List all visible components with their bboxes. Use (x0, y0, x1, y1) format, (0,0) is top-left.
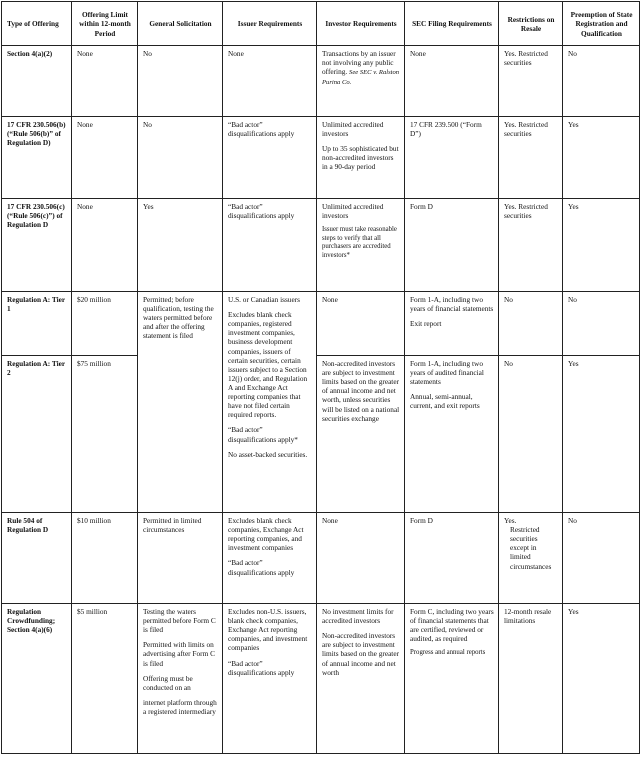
filing-text: Progress and annual reports (410, 649, 486, 657)
filing-cell (405, 356, 499, 513)
issuer-text: Excludes non-U.S. issuers, blank check companies, Exchange Act reporting companies, and investment companies (228, 607, 308, 653)
resale-cell: No (499, 356, 563, 513)
table-row (2, 117, 640, 199)
solicitation-cell: No (138, 117, 223, 199)
resale-cell: Yes. Restricted securities (499, 46, 563, 117)
table-row (2, 292, 640, 356)
issuer-text: “Bad actor” disqualifications apply (228, 658, 295, 677)
offering-limit-cell: None (72, 46, 138, 117)
investor-text: Up to 35 sophisticated but non-accredited investors in a 90-day period (322, 144, 399, 172)
table-row (2, 356, 640, 513)
filing-cell (405, 604, 499, 754)
issuer-cell: “Bad actor” disqualifications apply (223, 117, 317, 199)
issuer-cell: “Bad actor” disqualifications apply (223, 199, 317, 292)
resale-text: Restricted securities except in limited circumstances (510, 525, 552, 571)
offering-type-cell: Regulation Crowdfunding; Section 4(a)(6) (2, 604, 72, 754)
issuer-text: “Bad actor” disqualifications apply* (228, 425, 298, 444)
header-general-solicitation: General Solicitation (138, 2, 223, 46)
investor-text: No investment limits for accredited investors (322, 607, 394, 626)
investor-text: Unlimited accredited investors (322, 120, 384, 139)
preemption-cell: No (563, 46, 640, 117)
header-sec-filing-requirements: SEC Filing Requirements (405, 2, 499, 46)
preemption-cell: Yes (563, 199, 640, 292)
investor-cell (317, 604, 405, 754)
solicitation-text: Offering must be conducted on an (143, 673, 193, 692)
offering-limit-cell: $5 million (72, 604, 138, 754)
case-citation: See SEC v. Ralston Purina Co. (322, 69, 400, 87)
filing-cell (405, 292, 499, 356)
resale-cell: Yes. Restricted securities (499, 117, 563, 199)
issuer-text: “Bad actor” disqualifications apply (228, 558, 295, 577)
offering-limit-cell: None (72, 117, 138, 199)
table-row (2, 199, 640, 292)
issuer-text: No asset-backed securities. (228, 449, 308, 459)
offering-limit-cell: None (72, 199, 138, 292)
resale-cell: Yes. Restricted securities (499, 199, 563, 292)
preemption-cell: No (563, 292, 640, 356)
header-restrictions-on-resale: Restrictions on Resale (499, 2, 563, 46)
filing-cell: Form D (405, 199, 499, 292)
header-type-of-offering: Type of Offering (2, 2, 72, 46)
investor-cell (317, 117, 405, 199)
offering-type-cell: Rule 504 of Regulation D (2, 513, 72, 604)
preemption-cell: Yes (563, 604, 640, 754)
investor-cell (317, 46, 405, 117)
solicitation-cell: Permitted in limited circumstances (138, 513, 223, 604)
solicitation-cell: Yes (138, 199, 223, 292)
filing-text: Form C, including two years of financial statements that are certified, reviewed or audited, as required (410, 607, 494, 644)
offering-type-cell: Regulation A: Tier 2 (2, 356, 72, 513)
header-preemption: Preemption of State Registration and Qualification (563, 2, 640, 46)
issuer-cell (223, 513, 317, 604)
issuer-cell (223, 292, 317, 513)
offering-limit-cell: $10 million (72, 513, 138, 604)
filing-text: Annual, semi-annual, current, and exit reports (410, 392, 480, 411)
investor-cell: None (317, 292, 405, 356)
resale-cell (499, 513, 563, 604)
investor-text: Unlimited accredited investors (322, 202, 384, 221)
solicitation-cell (138, 604, 223, 754)
offering-limit-cell: $75 million (72, 356, 138, 513)
investor-text: Transactions by an issuer not involving any public offering. (322, 49, 396, 77)
resale-text: Yes. (504, 516, 517, 525)
solicitation-text: internet platform through a registered intermediary (143, 697, 217, 716)
filing-text: Form 1-A, including two years of financial statements (410, 295, 494, 314)
offering-type-cell: 17 CFR 230.506(b) (“Rule 506(b)” of Regulation D) (2, 117, 72, 199)
resale-cell: 12-month resale limitations (499, 604, 563, 754)
preemption-cell: Yes (563, 356, 640, 513)
solicitation-text: Permitted with limits on advertising after Form C is filed (143, 640, 215, 668)
preemption-cell: No (563, 513, 640, 604)
table-row (2, 513, 640, 604)
offering-type-cell: Regulation A: Tier 1 (2, 292, 72, 356)
filing-text: Exit report (410, 319, 442, 329)
table-row (2, 46, 640, 117)
offering-limit-cell: $20 million (72, 292, 138, 356)
issuer-text: Excludes blank check companies, Exchange Act reporting companies, and investment companies (228, 516, 304, 553)
preemption-cell: Yes (563, 117, 640, 199)
offering-comparison-table (1, 1, 640, 754)
filing-cell: 17 CFR 239.500 (“Form D”) (405, 117, 499, 199)
offering-type-cell: 17 CFR 230.506(c) (“Rule 506(c)”) of Regulation D (2, 199, 72, 292)
investor-text: Issuer must take reasonable steps to verify that all purchasers are accredited investors* (322, 226, 397, 259)
header-row (2, 2, 640, 46)
filing-cell: Form D (405, 513, 499, 604)
solicitation-cell: No (138, 46, 223, 117)
issuer-cell: None (223, 46, 317, 117)
header-investor-requirements: Investor Requirements (317, 2, 405, 46)
solicitation-text: Testing the waters permitted before Form C is filed (143, 607, 216, 635)
table-row (2, 604, 640, 754)
header-offering-limit: Offering Limit within 12-month Period (72, 2, 138, 46)
investor-cell (317, 199, 405, 292)
issuer-text: Excludes blank check companies, registered investment companies, business development companies, issuers of certain securities, certain issuers subject to a Section 12(j) order, and Regulation A and Exchange Act reporting companies that have not filed certain required reports. (228, 310, 308, 420)
header-issuer-requirements: Issuer Requirements (223, 2, 317, 46)
issuer-cell (223, 604, 317, 754)
issuer-text: U.S. or Canadian issuers (228, 295, 300, 304)
resale-cell: No (499, 292, 563, 356)
offering-type-cell: Section 4(a)(2) (2, 46, 72, 117)
solicitation-cell: Permitted; before qualification, testing the waters permitted before and after the offering statement is filed (138, 292, 223, 513)
investor-cell: None (317, 513, 405, 604)
investor-text: Non-accredited investors are subject to investment limits based on the greater of annual income and net worth (322, 631, 399, 677)
investor-cell: Non-accredited investors are subject to investment limits based on the greater of annual income and net worth, unless securities will be listed on a national securities exchange (317, 356, 405, 513)
filing-cell: None (405, 46, 499, 117)
filing-text: Form 1-A, including two years of audited financial statements (410, 359, 484, 387)
